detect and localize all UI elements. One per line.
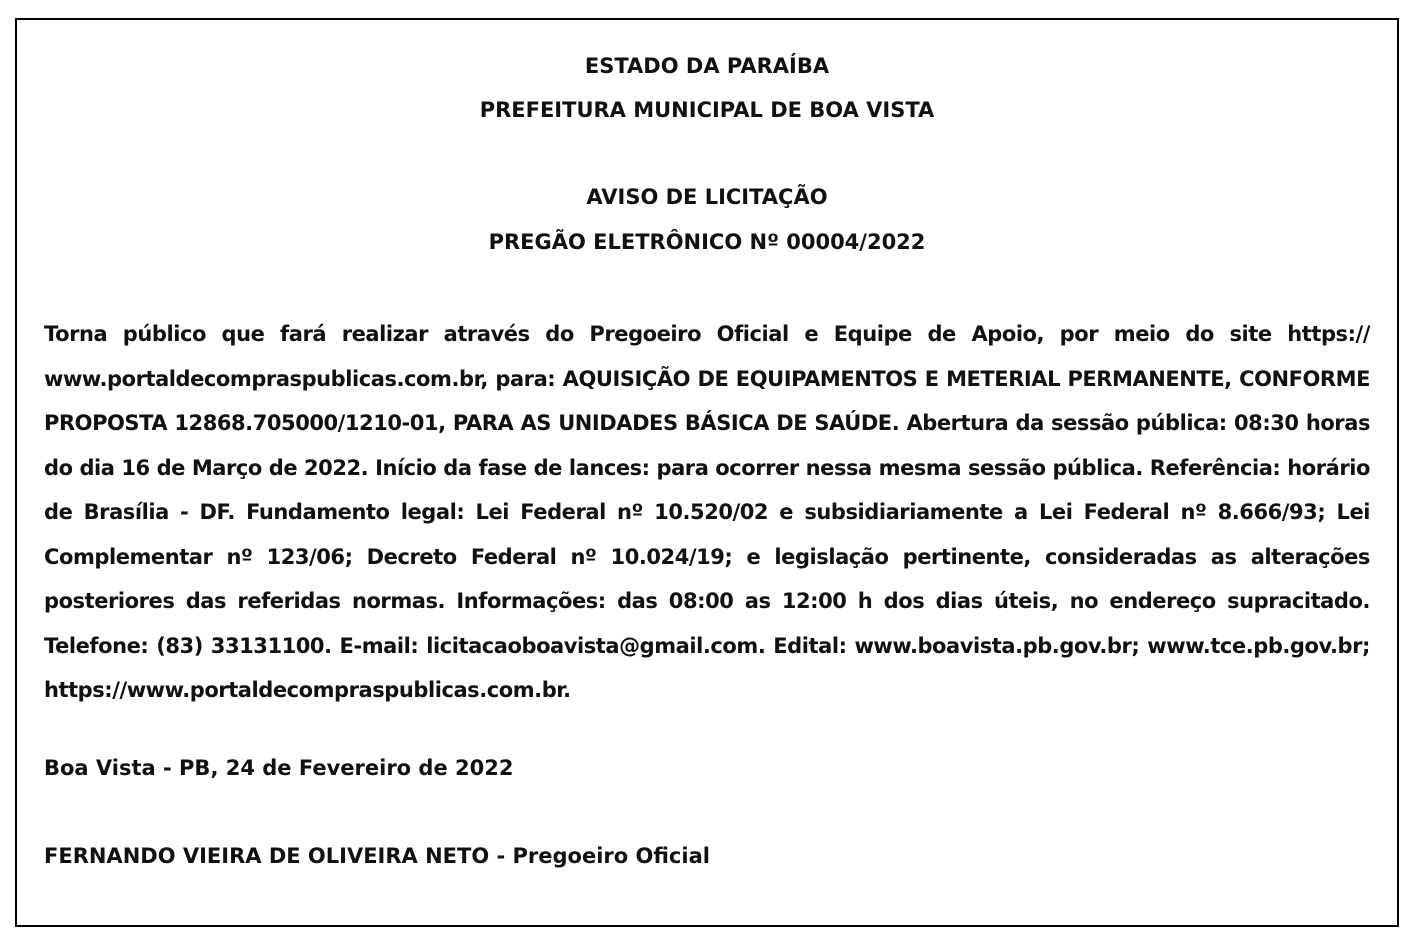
place-date: Boa Vista - PB, 24 de Fevereiro de 2022 <box>44 756 514 780</box>
notice-title: AVISO DE LICITAÇÃO <box>586 185 828 209</box>
signatory: FERNANDO VIEIRA DE OLIVEIRA NETO - Pregoeiro Oficial <box>44 844 710 868</box>
state-heading: ESTADO DA PARAÍBA <box>584 54 830 78</box>
notice-body: Torna público que fará realizar através do Pregoeiro Oficial e Equipe de Apoio, por meio do site https:// www.portaldecompraspublicas.com.br, para: AQUISIÇÃO DE EQUIPAMENTOS E METERIAL PERMANENTE, CONFORME PROPOSTA 12868.705000/1210-01, PARA AS UNIDADES BÁSICA DE SAÚDE. Abertura da sessão pública: 08:30 horas do dia 16 de Março de 2022. Início da fase de lances: para ocorrer nessa mesma sessão pública. Referência: horário de Brasília - DF. Fundamento legal: Lei Federal nº 10.520/02 e subsidiariamente a Lei Federal nº 8.666/93; Lei Complementar nº 123/06; Decreto Federal nº 10.024/19; e legislação pertinente, consideradas as alterações posteriores das referidas normas. Informações: das 08:00 as 12:00 h dos dias úteis, no endereço supracitado. Telefone: (83) 33131100. E-mail: licitacaoboavista@gmail.com. Edital: www.boavista.pb.gov.br; www.tce.pb.gov.br; https://www.portaldecompraspublicas.com.br. <box>44 322 1370 702</box>
notice-document <box>15 18 1399 927</box>
procedure-number: PREGÃO ELETRÔNICO Nº 00004/2022 <box>488 230 926 254</box>
municipality-heading: PREFEITURA MUNICIPAL DE BOA VISTA <box>479 98 935 122</box>
